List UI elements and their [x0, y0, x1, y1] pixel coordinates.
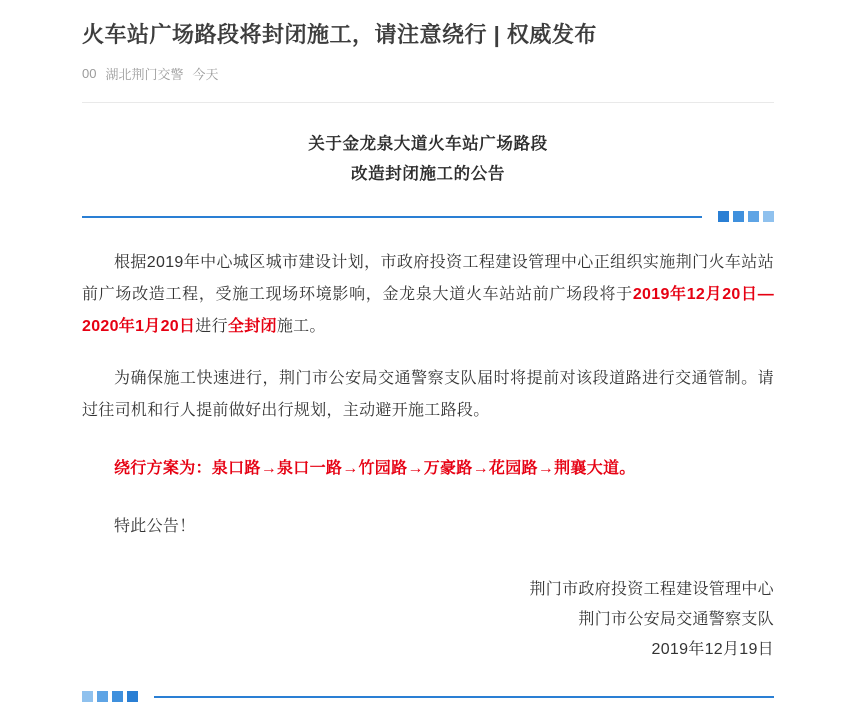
square-2-bottom-icon	[97, 691, 108, 702]
closure-date-range: 2019年12月20日—2020年1月20日	[82, 286, 775, 335]
closure-emphasis: 全封闭	[227, 318, 277, 335]
divider-squares	[718, 211, 774, 222]
announcement-closing: 特此公告！	[114, 518, 196, 535]
document-title-line-1: 关于金龙泉大道火车站广场路段	[308, 135, 548, 153]
divider-bar-bottom	[154, 696, 774, 698]
header-divider	[82, 102, 774, 103]
article-source[interactable]: 湖北荆门交警	[105, 67, 184, 82]
divider-bar	[82, 216, 702, 218]
signature-line-2: 荆门市公安局交通警察支队	[578, 611, 774, 628]
paragraph-one-part-3: 施工。	[276, 318, 326, 335]
page-title: 火车站广场路段将封闭施工，请注意绕行 | 权威发布	[82, 22, 597, 47]
square-3-bottom-icon	[112, 691, 123, 702]
document-title-line-2: 改造封闭施工的公告	[351, 165, 505, 183]
signature-date: 2019年12月19日	[651, 641, 774, 658]
top-decorative-divider	[82, 211, 774, 223]
square-4-icon	[763, 211, 774, 222]
paragraph-one-part-2: 进行	[195, 318, 228, 335]
detour-plan: 绕行方案为：泉口路→泉口一路→竹园路→万豪路→花园路→荆襄大道。	[114, 460, 636, 477]
square-1-bottom-icon	[82, 691, 93, 702]
divider-squares-bottom	[82, 691, 138, 702]
square-3-icon	[748, 211, 759, 222]
square-1-icon	[718, 211, 729, 222]
signature-block	[82, 575, 774, 665]
document-body	[82, 129, 774, 703]
paragraph-one	[82, 247, 774, 343]
article-meta	[82, 64, 774, 83]
article-time: 今天	[192, 67, 219, 82]
square-4-bottom-icon	[127, 691, 138, 702]
paragraph-two: 为确保施工快速进行，荆门市公安局交通警察支队届时将提前对该段道路进行交通管制。请过往司机和行人提前做好出行规划，主动避开施工路段。	[82, 370, 774, 419]
bottom-decorative-divider	[82, 691, 774, 703]
square-2-icon	[733, 211, 744, 222]
signature-line-1: 荆门市政府投资工程建设管理中心	[529, 581, 774, 598]
document-title	[82, 129, 774, 189]
comment-count: 00	[82, 66, 97, 81]
paragraph-one-part-1: 根据2019年中心城区城市建设计划，市政府投资工程建设管理中心正组织实施荆门火车站站前广场改造工程，受施工现场环境影响，金龙泉大道火车站站前广场段将于	[82, 254, 774, 303]
